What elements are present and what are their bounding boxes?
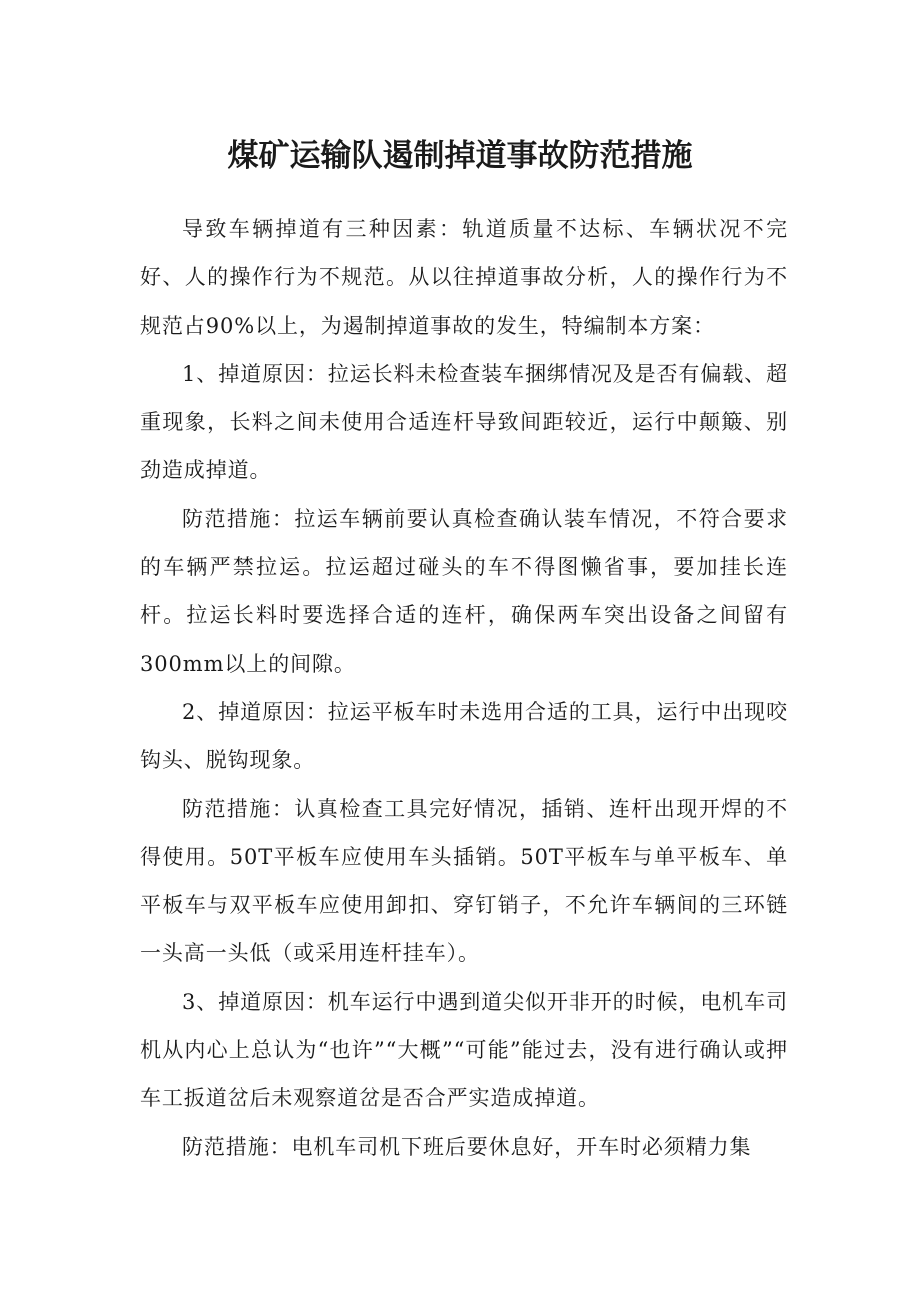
paragraph-cause-2: 2、掉道原因：拉运平板车时未选用合适的工具，运行中出现咬钩头、脱钩现象。 — [140, 699, 788, 773]
document-body — [140, 205, 788, 1171]
document-title: 煤矿运输队遏制掉道事故防范措施 — [227, 138, 693, 174]
paragraph-measure-1: 防范措施：拉运车辆前要认真检查确认装车情况，不符合要求的车辆严禁拉运。拉运超过碰头的车不得图懒省事，要加挂长连杆。拉运长料时要选择合适的连杆，确保两车突出设备之间留有300mm以上的间隙。 — [140, 506, 788, 676]
paragraph-cause-1: 1、掉道原因：拉运长料未检查装车捆绑情况及是否有偏载、超重现象，长料之间未使用合适连杆导致间距较近，运行中颠簸、别劲造成掉道。 — [140, 361, 788, 483]
paragraph-measure-3: 防范措施：电机车司机下班后要休息好，开车时必须精力集 — [182, 1134, 752, 1159]
paragraph-cause-3: 3、掉道原因：机车运行中遇到道尖似开非开的时候，电机车司机从内心上总认为“也许”“大概”“可能”能过去，没有进行确认或押车工扳道岔后未观察道岔是否合严实造成掉道。 — [140, 989, 788, 1111]
paragraph-intro: 导致车辆掉道有三种因素：轨道质量不达标、车辆状况不完好、人的操作行为不规范。从以往掉道事故分析，人的操作行为不规范占90%以上，为遏制掉道事故的发生，特编制本方案： — [140, 217, 788, 338]
paragraph-measure-2: 防范措施：认真检查工具完好情况，插销、连杆出现开焊的不得使用。50T平板车应使用车头插销。50T平板车与单平板车、单平板车与双平板车应使用卸扣、穿钉销子，不允许车辆间的三环链一头高一头低（或采用连杆挂车）。 — [140, 796, 788, 966]
